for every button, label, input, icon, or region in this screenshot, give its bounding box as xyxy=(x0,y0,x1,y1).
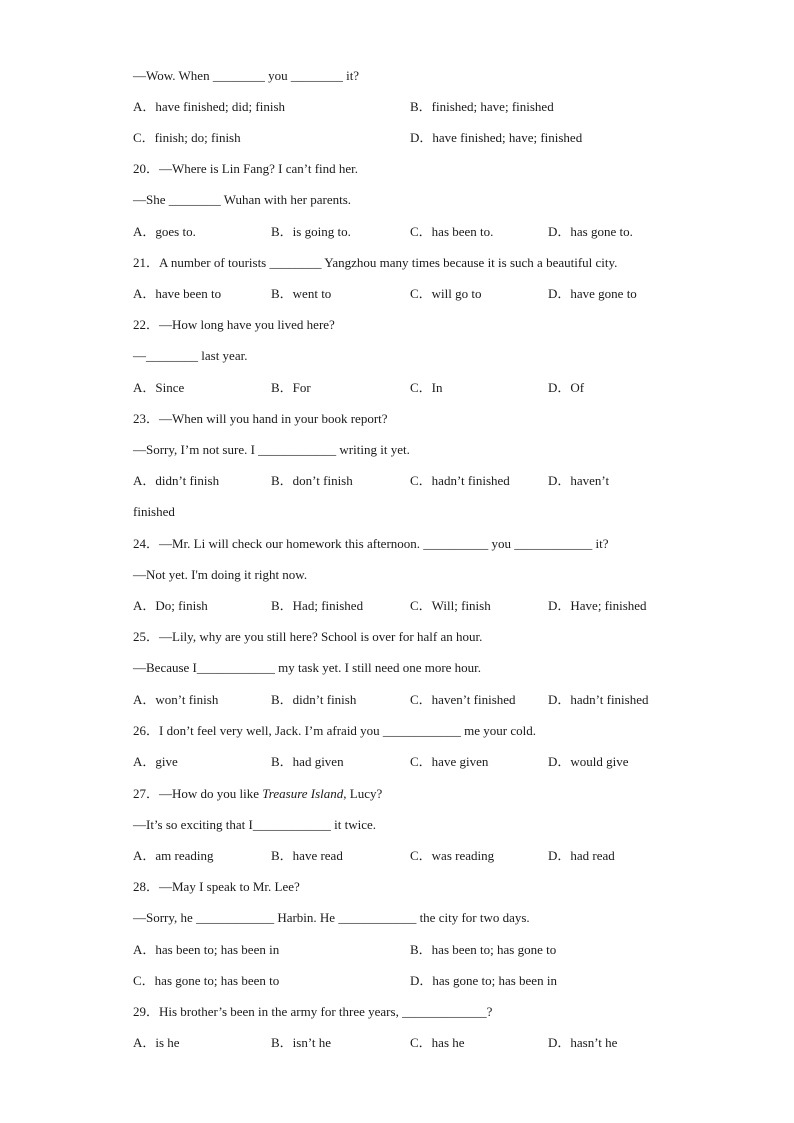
q20-option-a[interactable]: A．goes to. xyxy=(133,224,196,239)
q25-option-c[interactable]: C．haven’t finished xyxy=(410,692,516,707)
q28-option-d[interactable]: D．has gone to; has been in xyxy=(410,973,557,988)
q25-option-b[interactable]: B．didn’t finish xyxy=(271,692,357,707)
q29-option-b[interactable]: B．isn’t he xyxy=(271,1035,332,1050)
q27-question-suffix: , Lucy? xyxy=(343,786,383,801)
q20-option-b[interactable]: B．is going to. xyxy=(271,224,351,239)
q28-option-a[interactable]: A．has been to; has been in xyxy=(133,942,280,957)
q24-option-d[interactable]: D．Have; finished xyxy=(548,598,647,613)
q23-option-d[interactable]: D．haven’t xyxy=(548,473,610,488)
q26-option-d[interactable]: D．would give xyxy=(548,754,629,769)
q25-option-d[interactable]: D．hadn’t finished xyxy=(548,692,649,707)
q29-option-d[interactable]: D．hasn’t he xyxy=(548,1035,618,1050)
q25-question: 25．—Lily, why are you still here? School is over for half an hour. xyxy=(133,629,483,644)
q28-option-b[interactable]: B．has been to; has gone to xyxy=(410,942,557,957)
q23-option-a[interactable]: A．didn’t finish xyxy=(133,473,220,488)
q29-option-a[interactable]: A．is he xyxy=(133,1035,180,1050)
q23-question: 23．—When will you hand in your book report? xyxy=(133,411,388,426)
q19-option-d[interactable]: D．have finished; have; finished xyxy=(410,130,583,145)
q29-option-c[interactable]: C．has he xyxy=(410,1035,465,1050)
q24-dialogue: —Not yet. I'm doing it right now. xyxy=(133,567,308,582)
q26-question: 26．I don’t feel very well, Jack. I’m afraid you ____________ me your cold. xyxy=(133,723,537,738)
q21-option-d[interactable]: D．have gone to xyxy=(548,286,637,301)
q25-option-a[interactable]: A．won’t finish xyxy=(133,692,219,707)
q19-option-c[interactable]: C．finish; do; finish xyxy=(133,130,241,145)
q23-option-b[interactable]: B．don’t finish xyxy=(271,473,353,488)
q19-option-a[interactable]: A．have finished; did; finish xyxy=(133,99,286,114)
q22-option-d[interactable]: D．Of xyxy=(548,380,585,395)
q25-dialogue: —Because I____________ my task yet. I still need one more hour. xyxy=(133,660,482,675)
q24-option-a[interactable]: A．Do; finish xyxy=(133,598,208,613)
q27-question-prefix: 27．—How do you like xyxy=(133,786,263,801)
q23-option-d-wrap: finished xyxy=(133,504,175,519)
q22-question: 22．—How long have you lived here? xyxy=(133,317,335,332)
q26-option-c[interactable]: C．have given xyxy=(410,754,489,769)
q19-option-b[interactable]: B．finished; have; finished xyxy=(410,99,554,114)
q24-option-c[interactable]: C．Will; finish xyxy=(410,598,491,613)
q20-option-d[interactable]: D．has gone to. xyxy=(548,224,633,239)
q27-book-title: Treasure Island xyxy=(262,786,344,801)
q22-option-a[interactable]: A．Since xyxy=(133,380,185,395)
q21-option-a[interactable]: A．have been to xyxy=(133,286,222,301)
q27-option-a[interactable]: A．am reading xyxy=(133,848,214,863)
q21-option-c[interactable]: C．will go to xyxy=(410,286,482,301)
q28-question: 28．—May I speak to Mr. Lee? xyxy=(133,879,300,894)
q27-option-b[interactable]: B．have read xyxy=(271,848,343,863)
q22-option-b[interactable]: B．For xyxy=(271,380,311,395)
q28-dialogue: —Sorry, he ____________ Harbin. He ____________ the city for two days. xyxy=(133,910,530,925)
q20-question: 20．—Where is Lin Fang? I can’t find her. xyxy=(133,161,359,176)
q23-option-c[interactable]: C．hadn’t finished xyxy=(410,473,510,488)
q21-option-b[interactable]: B．went to xyxy=(271,286,332,301)
q28-option-c[interactable]: C．has gone to; has been to xyxy=(133,973,280,988)
q26-option-a[interactable]: A．give xyxy=(133,754,178,769)
q27-dialogue: —It’s so exciting that I____________ it twice. xyxy=(133,817,376,832)
q22-dialogue: —________ last year. xyxy=(133,348,248,363)
q27-question xyxy=(133,786,382,802)
q24-question: 24．—Mr. Li will check our homework this afternoon. __________ you ____________ it? xyxy=(133,536,609,551)
q27-option-d[interactable]: D．had read xyxy=(548,848,615,863)
q24-option-b[interactable]: B．Had; finished xyxy=(271,598,364,613)
q23-dialogue: —Sorry, I’m not sure. I ____________ writing it yet. xyxy=(133,442,410,457)
q20-option-c[interactable]: C．has been to. xyxy=(410,224,494,239)
q29-question: 29．His brother’s been in the army for three years, _____________? xyxy=(133,1004,493,1019)
q22-option-c[interactable]: C．In xyxy=(410,380,443,395)
q20-dialogue: —She ________ Wuhan with her parents. xyxy=(133,192,352,207)
q19-dialogue: —Wow. When ________ you ________ it? xyxy=(133,68,360,83)
q26-option-b[interactable]: B．had given xyxy=(271,754,344,769)
q27-option-c[interactable]: C．was reading xyxy=(410,848,495,863)
q21-question: 21．A number of tourists ________ Yangzhou many times because it is such a beautiful city. xyxy=(133,255,618,270)
